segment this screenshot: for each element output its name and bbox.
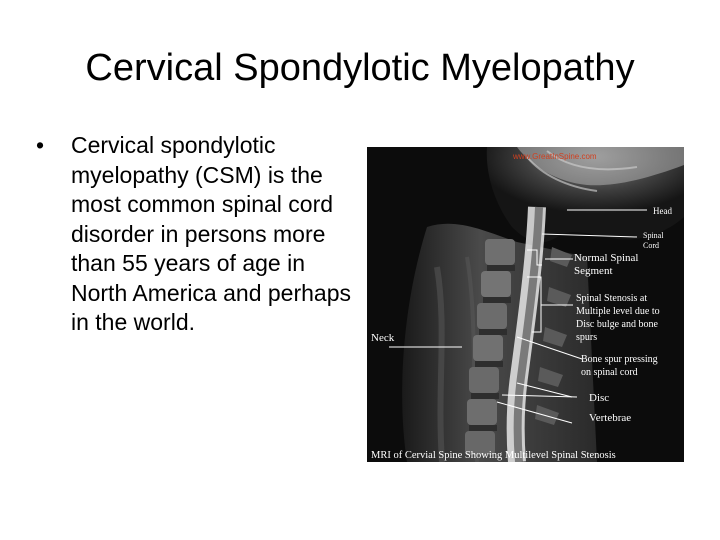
disc — [469, 425, 497, 431]
slide-title: Cervical Spondylotic Myelopathy — [85, 47, 635, 89]
figure-caption: MRI of Cervial Spine Showing Multilevel Spinal Stenosis — [371, 450, 616, 461]
label-stenosis-2: Multiple level due to — [576, 306, 660, 317]
label-bone-spur-1: Bone spur pressing — [581, 354, 658, 365]
disc — [475, 361, 503, 367]
label-spinal-cord-2: Cord — [643, 241, 659, 250]
label-stenosis-1: Spinal Stenosis at — [576, 293, 648, 304]
vertebra — [481, 271, 511, 297]
label-vertebrae: Vertebrae — [589, 412, 632, 424]
label-bone-spur-2: on spinal cord — [581, 367, 638, 378]
vertebra — [485, 239, 515, 265]
bullet-text: Cervical spondylotic myelopathy (CSM) is the most common spinal cord disorder in persons more than 55 years of age in North America and perhaps in the world. — [71, 132, 351, 335]
disc — [471, 393, 499, 399]
watermark: www.GreatInSpine.com — [513, 152, 597, 161]
bullet-list — [36, 131, 356, 338]
label-normal-segment-1: Normal Spinal — [574, 252, 639, 264]
label-head: Head — [653, 206, 672, 216]
label-stenosis-4: spurs — [576, 332, 598, 343]
disc — [479, 329, 507, 335]
label-neck: Neck — [371, 332, 395, 344]
disc — [487, 265, 515, 271]
mri-image — [367, 147, 684, 462]
bullet-dot-icon: • — [36, 132, 45, 158]
disc — [483, 297, 511, 303]
label-normal-segment-2: Segment — [574, 265, 613, 277]
label-spinal-cord-1: Spinal — [643, 231, 664, 240]
vertebra — [469, 367, 499, 393]
vertebra — [477, 303, 507, 329]
label-disc: Disc — [589, 392, 610, 404]
vertebra — [467, 399, 497, 425]
bullet-item — [36, 131, 356, 338]
vertebra — [473, 335, 503, 361]
label-stenosis-3: Disc bulge and bone — [576, 319, 658, 330]
